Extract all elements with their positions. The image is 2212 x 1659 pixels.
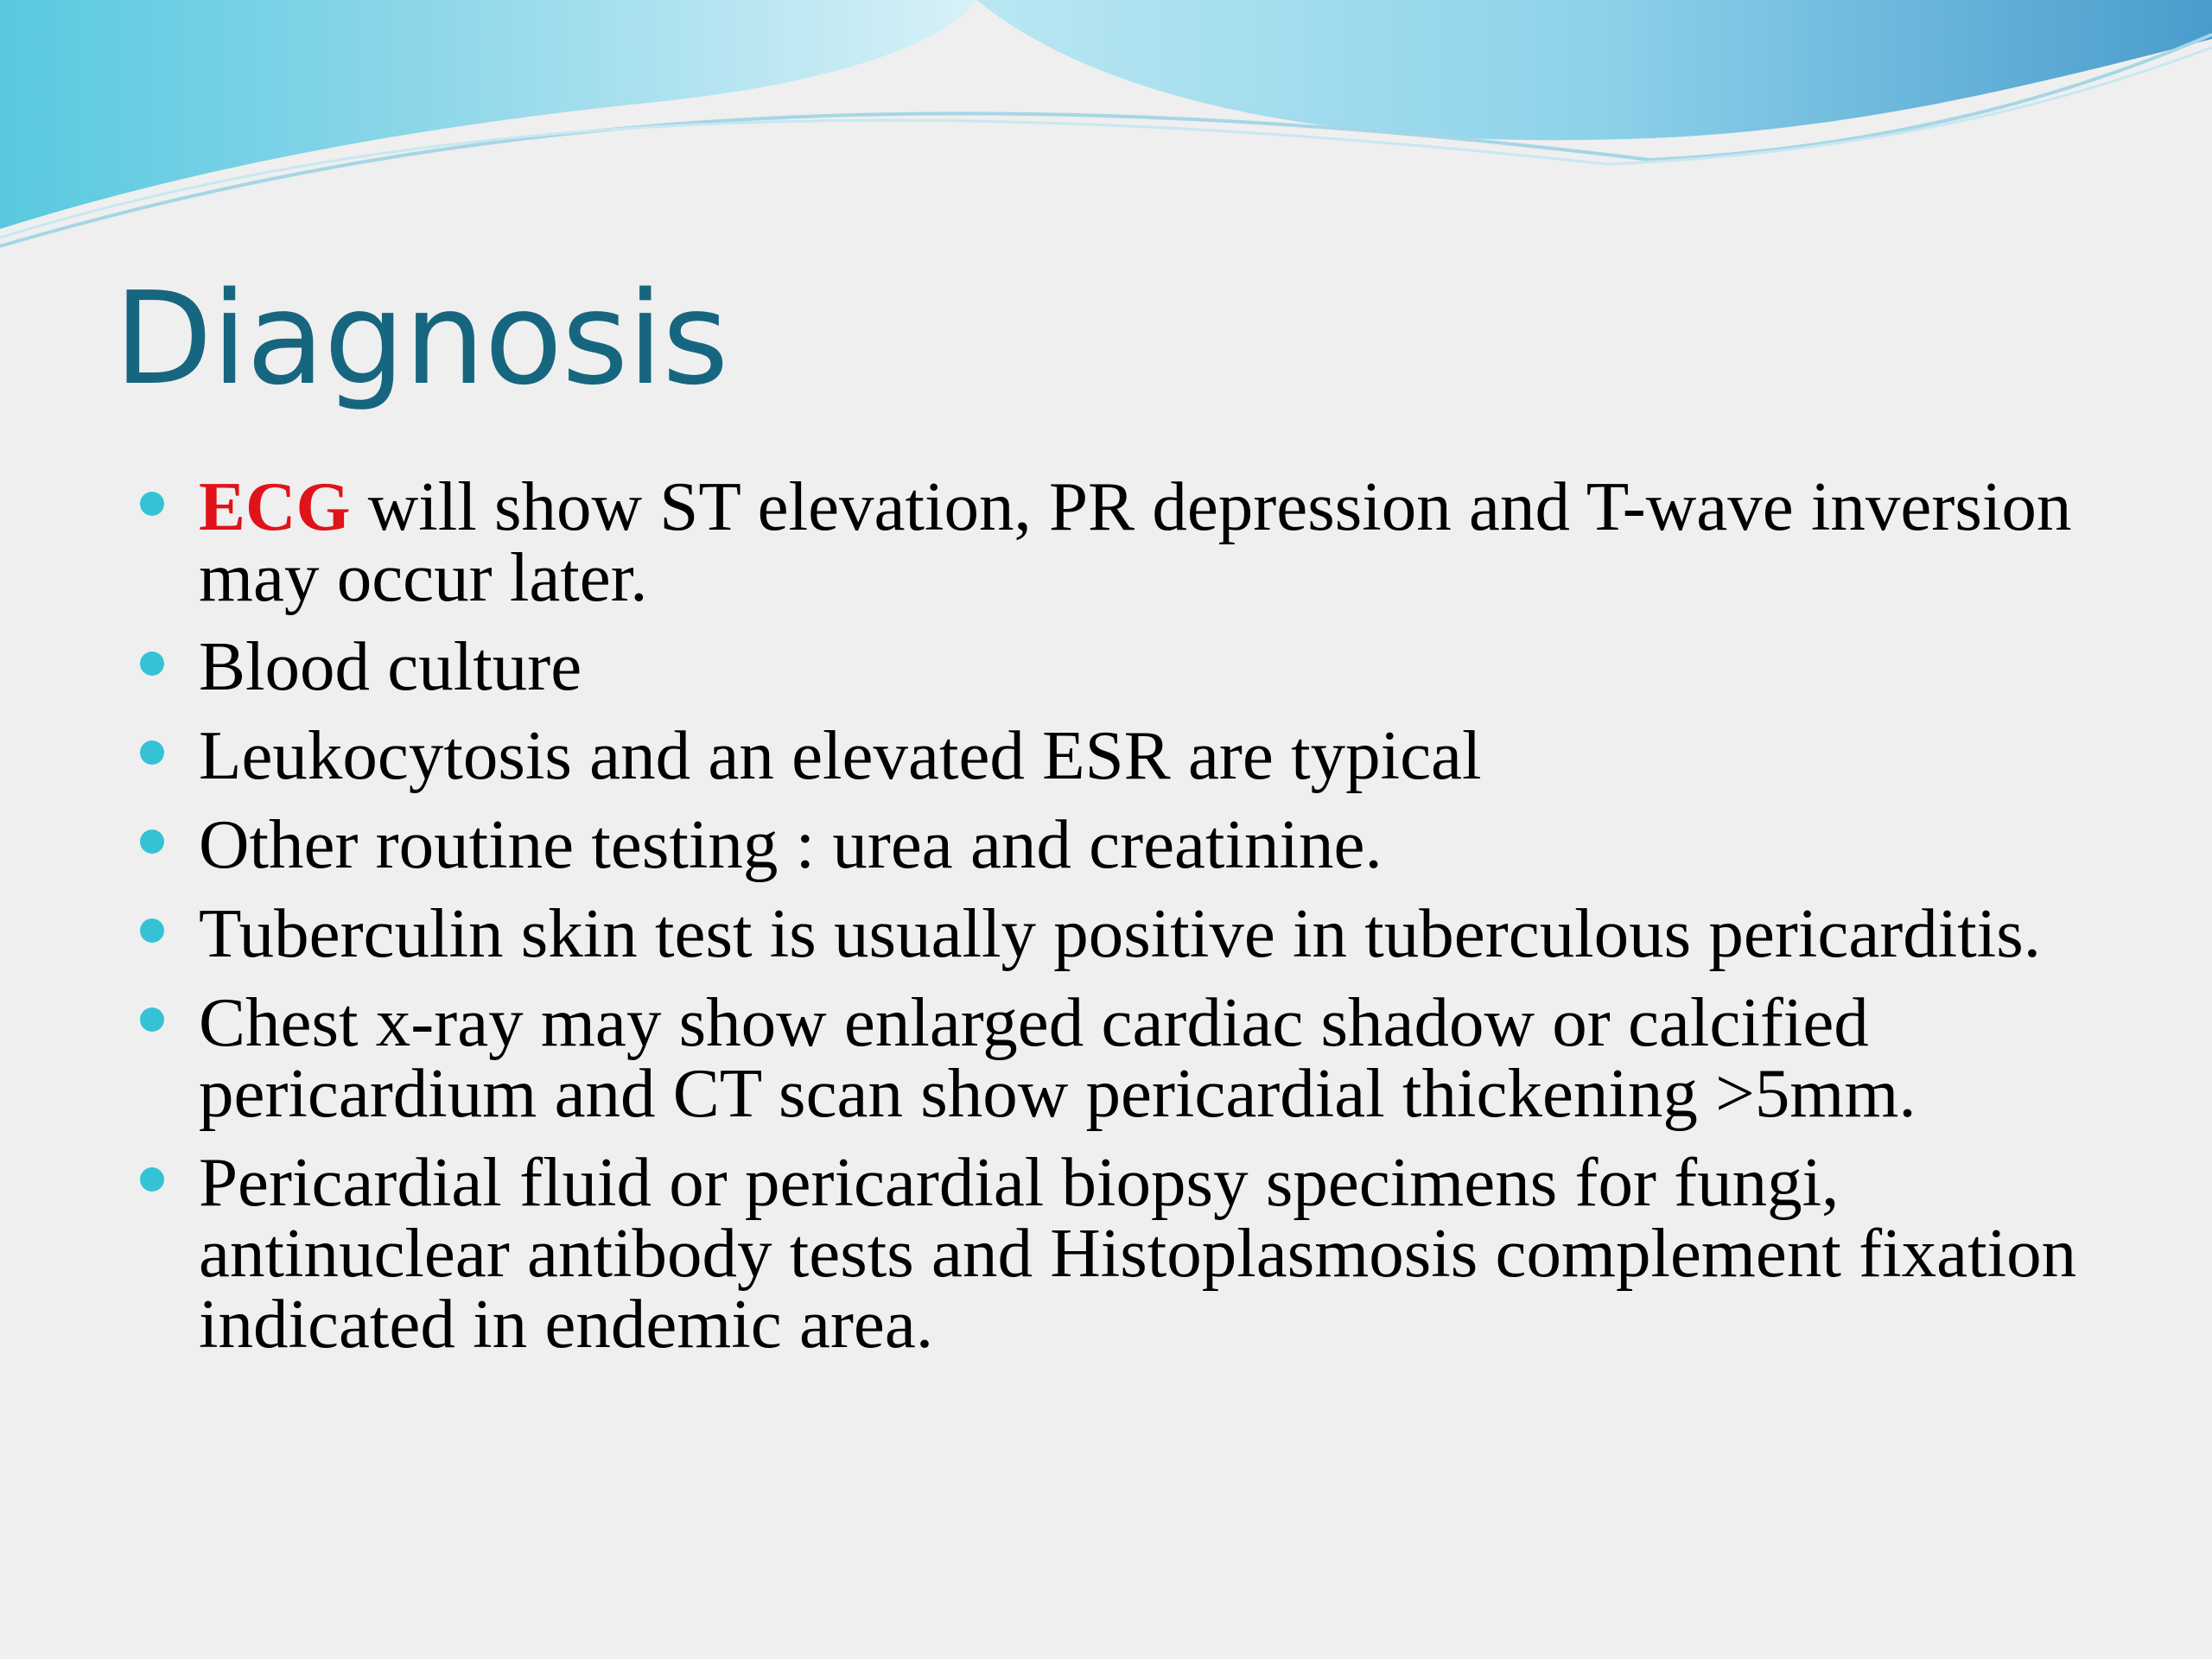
bullet-text-pericardial-fluid: Pericardial fluid or pericardial biopsy specimens for fungi, antinuclear antibody tests and Histoplasmosis complement fixation indicated in endemic area.	[199, 1143, 2077, 1363]
bullet-text-tuberculin: Tuberculin skin test is usually positive in tuberculous pericarditis.	[199, 894, 2042, 972]
bullet-list	[137, 467, 2115, 1377]
bullet-icon	[140, 1007, 164, 1032]
bullet-item-ecg	[137, 467, 2115, 616]
header-wave-decoration	[0, 0, 2212, 259]
bullet-item-blood-culture	[137, 627, 2115, 705]
bullet-icon	[140, 1167, 164, 1192]
bullet-item-tuberculin	[137, 894, 2115, 972]
bullet-highlight-ecg: ECG	[199, 467, 351, 545]
bullet-icon	[140, 918, 164, 943]
bullet-icon	[140, 492, 164, 516]
bullet-item-chest-xray	[137, 983, 2115, 1132]
bullet-item-leukocytosis	[137, 716, 2115, 794]
bullet-icon	[140, 830, 164, 854]
bullet-item-routine-testing	[137, 805, 2115, 883]
bullet-text-blood-culture: Blood culture	[199, 627, 582, 705]
bullet-text-chest-xray: Chest x-ray may show enlarged cardiac shadow or calcified pericardium and CT scan show pericardial thickening >5mm.	[199, 983, 1916, 1132]
bullet-text-ecg: will show ST elevation, PR depression and T-wave inversion may occur later.	[199, 467, 2072, 616]
bullet-item-pericardial-fluid	[137, 1143, 2115, 1363]
bullet-text-routine-testing: Other routine testing : urea and creatinine.	[199, 805, 1382, 883]
bullet-icon	[140, 741, 164, 765]
bullet-text-leukocytosis: Leukocytosis and an elevated ESR are typical	[199, 716, 1482, 794]
bullet-icon	[140, 652, 164, 676]
slide-title: Diagnosis	[114, 264, 728, 413]
